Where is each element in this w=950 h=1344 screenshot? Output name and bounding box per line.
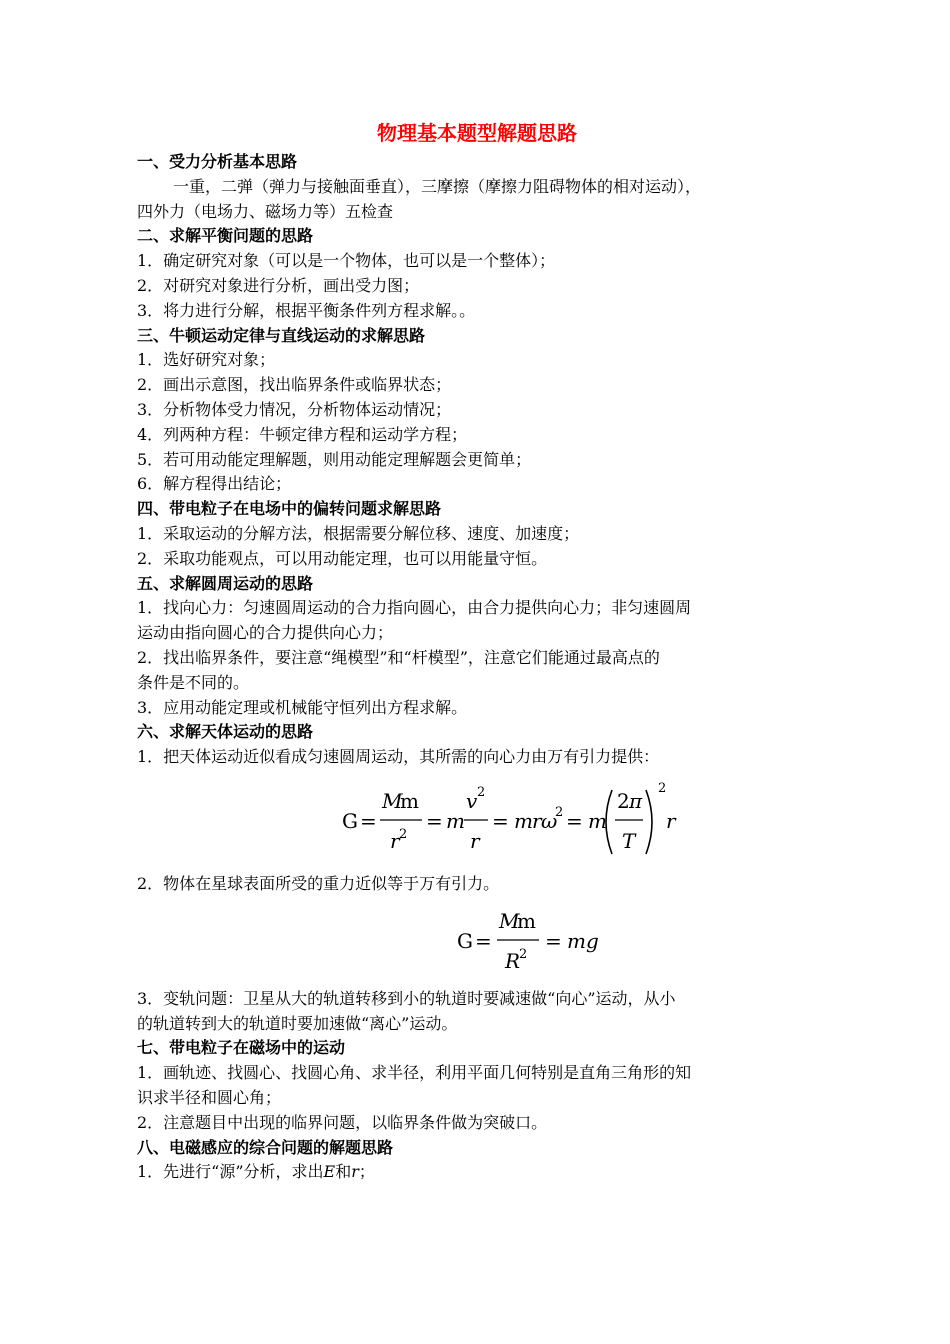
formula-exponent: 2 xyxy=(555,804,564,820)
section-heading: 一、受力分析基本思路 xyxy=(137,152,298,171)
section-heading: 四、带电粒子在电场中的偏转问题求解思路 xyxy=(137,499,442,519)
formula-symbol-G: G xyxy=(457,928,473,953)
list-item: 5．若可用动能定理解题，则用动能定理解题会更简单； xyxy=(137,449,532,469)
list-item: 3．变轨问题：卫星从大的轨道转移到小的轨道时要减速做“向心”运动，从小 xyxy=(137,988,676,1008)
formula-symbol-r: r xyxy=(470,828,480,853)
list-item: 2．对研究对象进行分析，画出受力图； xyxy=(137,275,420,295)
list-item-continuation: 条件是不同的。 xyxy=(137,672,250,692)
formula-equals: = xyxy=(426,808,443,833)
formula-symbol-mg: mg xyxy=(567,928,599,953)
formula-symbol-pi: π xyxy=(629,788,643,813)
formula-symbol-v: v xyxy=(466,788,478,813)
section-heading: 七、带电粒子在磁场中的运动 xyxy=(137,1038,346,1058)
symbol-E: E xyxy=(323,1162,336,1182)
formula-equals: = xyxy=(566,808,583,833)
list-item: 2．物体在星球表面所受的重力近似等于万有引力。 xyxy=(137,873,500,893)
list-item: 1．采取运动的分解方法，根据需要分解位移、速度、加速度； xyxy=(137,523,580,543)
formula-symbol-m: m xyxy=(446,808,465,833)
section-heading: 六、求解天体运动的思路 xyxy=(137,722,314,742)
list-item xyxy=(137,1160,817,1185)
document-page xyxy=(137,118,817,1185)
formula-symbol-M: M xyxy=(499,908,520,933)
formula-symbol-r: r xyxy=(532,808,542,833)
formula-symbol-omega: ω xyxy=(541,808,558,833)
list-item-continuation: 的轨道转到大的轨道时要加速做“离心”运动。 xyxy=(137,1013,458,1033)
formula-symbol-r: r xyxy=(666,808,676,833)
formula-symbol-T: T xyxy=(622,828,636,853)
page-title: 物理基本题型解题思路 xyxy=(377,121,577,145)
formula-exponent: 2 xyxy=(399,826,408,842)
list-item: 1．确定研究对象（可以是一个物体，也可以是一个整体）； xyxy=(137,251,556,271)
list-item: 1．把天体运动近似看成匀速圆周运动，其所需的向心力由万有引力提供： xyxy=(137,747,660,767)
formula-symbol-m: m xyxy=(517,908,536,933)
list-item: 1．找向心力：匀速圆周运动的合力指向圆心，由合力提供向心力；非匀速圆周 xyxy=(137,598,692,618)
formula-symbol-M: M xyxy=(382,788,403,813)
section-heading: 五、求解圆周运动的思路 xyxy=(137,573,314,593)
list-item: 2．找出临界条件，要注意“绳模型”和“杆模型”，注意它们能通过最高点的 xyxy=(137,647,660,667)
list-item: 4．列两种方程：牛顿定律方程和运动学方程； xyxy=(137,424,468,444)
formula-exponent: 2 xyxy=(658,780,667,796)
list-item: 1．画轨迹、找圆心、找圆心角、求半径，利用平面几何特别是直角三角形的知 xyxy=(137,1063,692,1083)
formula-symbol-G: G xyxy=(342,808,358,833)
formula-equals: = xyxy=(492,808,509,833)
symbol-r: r xyxy=(351,1162,359,1182)
list-item: 2．画出示意图，找出临界条件或临界状态； xyxy=(137,375,452,395)
formula-1-svg xyxy=(342,776,682,866)
list-item-continuation: 识求半径和圆心角； xyxy=(137,1087,282,1107)
list-item: 3．将力进行分解，根据平衡条件列方程求解。。 xyxy=(137,300,476,320)
formula-exponent: 2 xyxy=(477,784,486,800)
list-item: 1．选好研究对象； xyxy=(137,350,276,370)
formula-symbol-m: m xyxy=(400,788,419,813)
right-paren xyxy=(646,790,652,854)
formula-gravitation-centripetal xyxy=(137,770,817,872)
list-item: 2．注意题目中出现的临界问题，以临界条件做为突破口。 xyxy=(137,1112,548,1132)
list-item: 2．采取功能观点，可以用动能定理，也可以用能量守恒。 xyxy=(137,548,548,568)
formula-equals: = xyxy=(545,928,562,953)
formula-symbol-R: R xyxy=(505,948,521,973)
list-item-text: ； xyxy=(358,1162,375,1182)
list-item: 6．解方程得出结论； xyxy=(137,474,292,494)
list-item-continuation: 运动由指向圆心的合力提供向心力； xyxy=(137,623,394,643)
list-item-text: 1．先进行“源”分析，求出 xyxy=(137,1162,324,1182)
formula-2-svg xyxy=(457,902,607,982)
formula-equals: = xyxy=(475,928,492,953)
formula-symbol-m: m xyxy=(588,808,607,833)
list-item-text: 和 xyxy=(335,1162,352,1182)
list-item: 3．应用动能定理或机械能守恒列出方程求解。 xyxy=(137,697,468,717)
section-heading: 三、牛顿运动定律与直线运动的求解思路 xyxy=(137,325,426,345)
formula-number-2: 2 xyxy=(617,788,630,813)
paragraph-line: 一重，二弹（弹力与接触面垂直），三摩擦（摩擦力阻碍物体的相对运动）， xyxy=(173,176,702,196)
formula-equals: = xyxy=(360,808,377,833)
formula-surface-gravity xyxy=(137,897,817,987)
formula-symbol-r: r xyxy=(390,828,400,853)
paragraph-line: 四外力（电场力、磁场力等）五检查 xyxy=(137,201,394,221)
list-item: 3．分析物体受力情况，分析物体运动情况； xyxy=(137,399,452,419)
section-heading: 二、求解平衡问题的思路 xyxy=(137,226,314,246)
section-heading: 八、电磁感应的综合问题的解题思路 xyxy=(137,1137,394,1157)
formula-symbol-m: m xyxy=(514,808,533,833)
formula-exponent: 2 xyxy=(519,946,528,962)
